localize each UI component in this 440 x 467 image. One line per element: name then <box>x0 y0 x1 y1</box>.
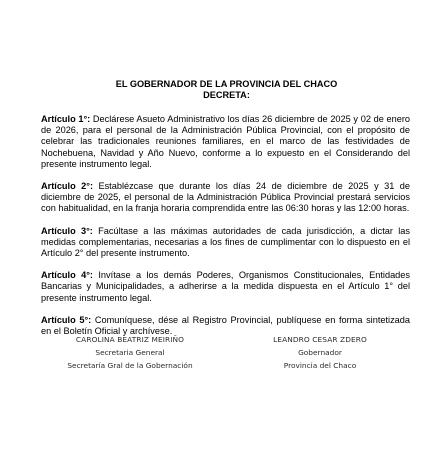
article-2 <box>41 181 410 215</box>
signature-block <box>0 333 440 383</box>
article-5-label: Artículo 5°: <box>41 314 92 325</box>
signatory-name: LEANDRO CESAR ZDERO <box>273 335 367 344</box>
article-2-text: Establézcase que durante los días 24 de diciembre de 2025 y 31 de diciembre de 2025, el personal de la Administración Pública Provincial prestará servicios con habitualidad, en la franja horaria comprendida entre las 06:30 horas y las 12:00 horas. <box>41 181 410 214</box>
article-4-label: Artículo 4°: <box>41 270 93 281</box>
signatory-role: Gobernador <box>298 348 342 357</box>
article-5-text: Comuníquese, dése al Registro Provincial, publíquese en forma sintetizada en el Boletín Oficial y archívese. <box>41 314 410 337</box>
article-3-label: Artículo 3°: <box>41 225 93 236</box>
article-3-text: Facúltase a las máximas autoridades de cada jurisdicción, a dictar las medidas complementarias, necesarias a los fines de cumplimentar con lo dispuesto en el Artículo 2° del presente instrumento. <box>41 225 411 259</box>
article-4 <box>41 270 410 304</box>
article-4-text: Invítase a los demás Poderes, Organismos Constitucionales, Entidades Bancarias y Municipalidades, a adherirse a la medida dispuesta en el Artículo 1° del presente instrumento legal. <box>41 270 410 303</box>
signatory-office: Provincia del Chaco <box>283 361 357 370</box>
signature-secretary <box>50 333 210 372</box>
article-1 <box>41 114 410 170</box>
signatory-name: CAROLINA BEATRIZ MEIRIÑO <box>75 335 185 344</box>
decree-issuer-title: EL GOBERNADOR DE LA PROVINCIA DEL CHACO <box>115 79 338 89</box>
signature-governor <box>250 333 390 372</box>
signatory-role: Secretaria General <box>95 348 165 357</box>
article-3 <box>41 226 410 260</box>
decree-header <box>41 79 410 101</box>
article-1-label: Artículo 1°: <box>41 114 91 124</box>
signatory-office: Secretaría Gral de la Gobernación <box>67 361 193 370</box>
article-1-text: Declárese Asueto Administrativo los días 26 diciembre de 2025 y 02 de enero de 2026, para el personal de la Administración Pública Provincial, con el propósito de celebrar las tradicionales reuniones familiares, en el marco de las festividades de Nochebuena, Navidad y Año Nuevo, conforme a lo expuesto en el Considerando del presente instrumento legal. <box>41 114 410 169</box>
decree-heading: DECRETA: <box>203 90 250 100</box>
article-2-label: Artículo 2°: <box>41 181 93 192</box>
